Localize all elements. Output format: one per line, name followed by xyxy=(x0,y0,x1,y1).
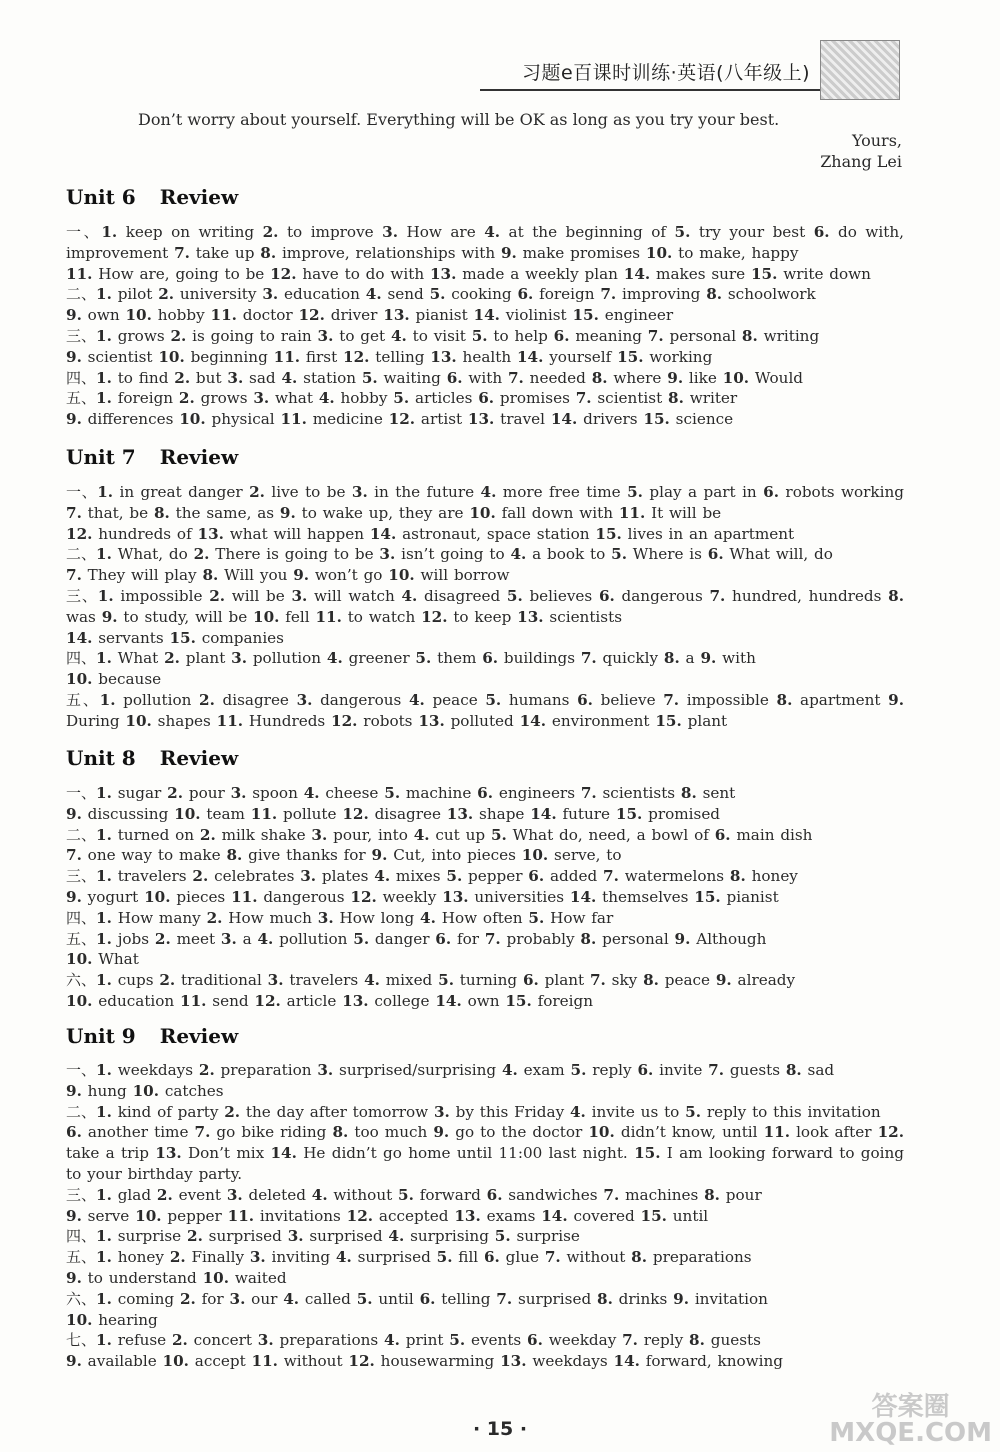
book-title: 习题e百课时训练·英语(八年级上) xyxy=(521,62,810,84)
unit-6-title: Unit 6 Review xyxy=(66,185,239,209)
unit-6-answers: 一、1. keep on writing 2. to improve 3. How are 4. at the beginning of 5. try your best 6. do with, improvement 7. take up 8. improve, relationships with 9. make promises 10. to make, happy 11. How are, going to be 12. have to do with 13. made a weekly plan 14. makes sure 15. write down 二、1. pilot 2. university 3. education 4. send 5. cooking 6. foreign 7. improving 8. schoolwork 9. own 10. hobby 11. doctor 12. driver 13. pianist 14. violinist 15. engineer 三、1. grows 2. is going to rain 3. to get 4. to visit 5. to help 6. meaning 7. personal 8. writing 9. scientist 10. beginning 11. first 12. telling 13. health 14. yourself 15. working 四、1. to find 2. but 3. sad 4. station 5. waiting 6. with 7. needed 8. where 9. like 10. Would 五、1. foreign 2. grows 3. what 4. hobby 5. articles 6. promises 7. scientist 8. writer 9. differences 10. physical 11. medicine 12. artist 13. travel 14. drivers 15. science xyxy=(66,223,904,429)
page-header xyxy=(0,0,1000,95)
unit-7-title: Unit 7 Review xyxy=(66,445,239,469)
letter-signature: Zhang Lei xyxy=(820,152,902,171)
letter-line: Don’t worry about yourself. Everything will be OK as long as you try your best. xyxy=(138,110,780,129)
series-logo-icon xyxy=(820,40,900,100)
header-divider xyxy=(480,89,820,91)
unit-9-title: Unit 9 Review xyxy=(66,1024,239,1048)
unit-8-answers: 一、1. sugar 2. pour 3. spoon 4. cheese 5. machine 6. engineers 7. scientists 8. sent 9. discussing 10. team 11. pollute 12. disagree 13. shape 14. future 15. promised 二、1. turned on 2. milk shake 3. pour, into 4. cut up 5. What do, need, a bowl of 6. main dish 7. one way to make 8. give thanks for 9. Cut, into pieces 10. serve, to 三、1. travelers 2. celebrates 3. plates 4. mixes 5. pepper 6. added 7. watermelons 8. honey 9. yogurt 10. pieces 11. dangerous 12. weekly 13. universities 14. themselves 15. pianist 四、1. How many 2. How much 3. How long 4. How often 5. How far 五、1. jobs 2. meet 3. a 4. pollution 5. danger 6. for 7. probably 8. personal 9. Although 10. What 六、1. cups 2. traditional 3. travelers 4. mixed 5. turning 6. plant 7. sky 8. peace 9. already 10. education 11. send 12. article 13. college 14. own 15. foreign xyxy=(66,784,813,1010)
page-number: · 15 · xyxy=(472,1418,528,1440)
unit-7-answers: 一、1. in great danger 2. live to be 3. in the future 4. more free time 5. play a part in 6. robots working 7. that, be 8. the same, as 9. to wake up, they are 10. fall down with 11. It will be 12. hundreds of 13. what will happen 14. astronaut, space station 15. lives in an apartment 二、1. What, do 2. There is going to be 3. isn’t going to 4. a book to 5. Where is 6. What will, do 7. They will play 8. Will you 9. won’t go 10. will borrow 三、1. impossible 2. will be 3. will watch 4. disagreed 5. believes 6. dangerous 7. hundred, hundreds 8. was 9. to study, will be 10. fell 11. to watch 12. to keep 13. scientists 14. servants 15. companies 四、1. What 2. plant 3. pollution 4. greener 5. them 6. buildings 7. quickly 8. a 9. with 10. because 五、1. pollution 2. disagree 3. dangerous 4. peace 5. humans 6. believe 7. impossible 8. apartment 9. During 10. shapes 11. Hundreds 12. robots 13. polluted 14. environment 15. plant xyxy=(66,483,905,730)
watermark: 答案圈 MXQE.COM xyxy=(829,1392,992,1448)
letter-closing: Yours, xyxy=(851,131,902,150)
unit-8-title: Unit 8 Review xyxy=(66,746,239,770)
unit-9-answers: 一、1. weekdays 2. preparation 3. surprised/surprising 4. exam 5. reply 6. invite 7. guests 8. sad 9. hung 10. catches 二、1. kind of party 2. the day after tomorrow 3. by this Friday 4. invite us to 5. reply to this invitation 6. another time 7. go bike riding 8. too much 9. go to the doctor 10. didn’t know, until 11. look after 12. take a trip 13. Don’t mix 14. He didn’t go home until 11:00 last night. 15. I am looking forward to going to your birthday party. 三、1. glad 2. event 3. deleted 4. without 5. forward 6. sandwiches 7. machines 8. pour 9. serve 10. pepper 11. invitations 12. accepted 13. exams 14. covered 15. until 四、1. surprise 2. surprised 3. surprised 4. surprising 5. surprise 五、1. honey 2. Finally 3. inviting 4. surprised 5. fill 6. glue 7. without 8. preparations 9. to understand 10. waited 六、1. coming 2. for 3. our 4. called 5. until 6. telling 7. surprised 8. drinks 9. invitation 10. hearing 七、1. refuse 2. concert 3. preparations 4. print 5. events 6. weekday 7. reply 8. guests 9. available 10. accept 11. without 12. housewarming 13. weekdays 14. forward, knowing xyxy=(66,1061,905,1371)
